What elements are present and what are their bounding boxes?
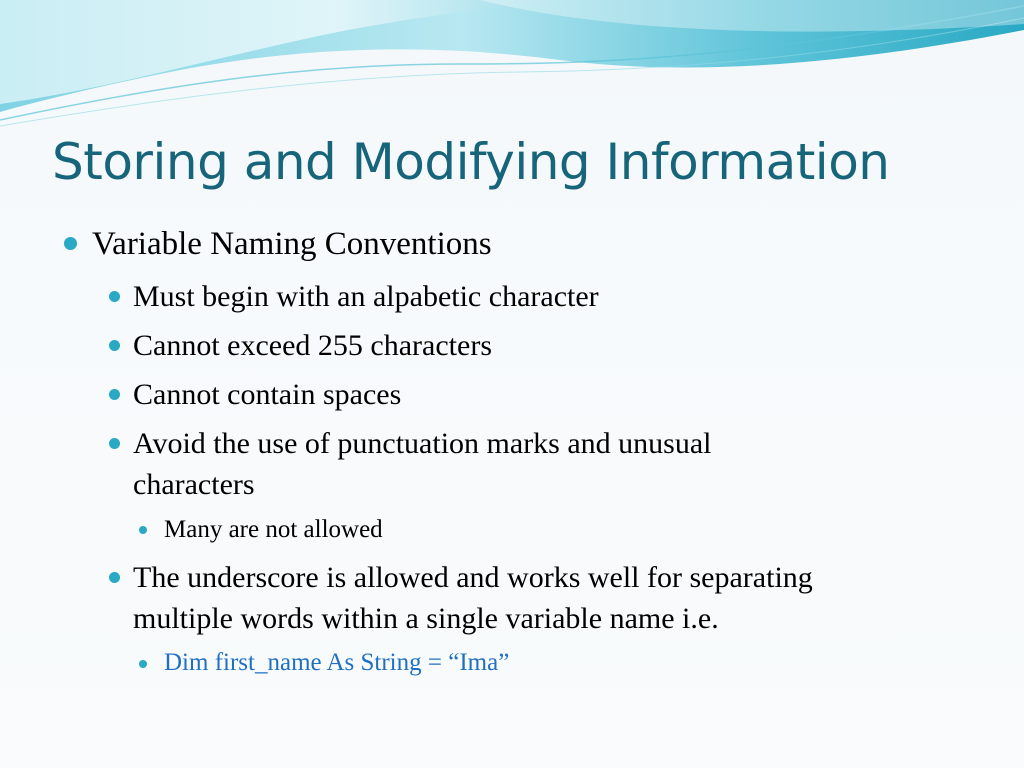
bullet-dot-icon: [139, 526, 147, 534]
bullet-dot-icon: [64, 237, 77, 250]
slide-title: Storing and Modifying Information: [52, 133, 890, 191]
code-example: Dim first_name As String = “Ima”: [164, 649, 510, 676]
bullet-underscore-line1: The underscore is allowed and works well for separating: [133, 561, 813, 594]
bullet-avoid-punctuation-line2: characters: [133, 468, 255, 501]
bullet-dot-icon: [109, 572, 120, 583]
bullet-no-spaces: Cannot contain spaces: [133, 378, 402, 411]
bullet-must-begin: Must begin with an alpabetic character: [133, 280, 599, 313]
bullet-many-not-allowed: Many are not allowed: [164, 516, 383, 543]
bullet-underscore-line2: multiple words within a single variable name i.e.: [133, 602, 719, 635]
bullet-cannot-exceed: Cannot exceed 255 characters: [133, 329, 492, 362]
bullet-avoid-punctuation-line1: Avoid the use of punctuation marks and unusual: [133, 427, 712, 460]
bullet-dot-icon: [109, 291, 120, 302]
bullet-variable-naming: Variable Naming Conventions: [92, 226, 492, 262]
bullet-dot-icon: [109, 389, 120, 400]
bullet-dot-icon: [109, 340, 120, 351]
bullet-dot-icon: [109, 438, 120, 449]
bullet-dot-icon: [139, 660, 147, 668]
